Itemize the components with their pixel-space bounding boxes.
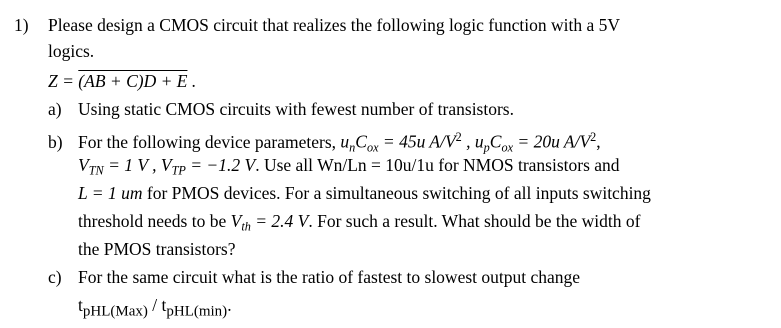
part-b-line-1: b) For the following device parameters, $u_nC_{ox} = 45u$ $A/V^2$ , $u_pC_{ox} = 20u$ $A/V^2$, [48, 130, 601, 155]
logic-formula [48, 70, 196, 92]
formula-tail: . [187, 71, 197, 91]
part-a-label: a) [48, 99, 62, 119]
part-a [48, 98, 514, 120]
part-c-text: For the same circuit what is the ratio of fastest to slowest output change [78, 267, 581, 287]
part-c-line-1 [48, 266, 580, 288]
part-b-line-3: L = 1 um for PMOS devices. For a simultaneous switching of all inputs switching [78, 183, 651, 203]
formula-overlined: (AB + C)D + E [78, 71, 188, 91]
question-text-1: Please design a CMOS circuit that realizes the following logic function with a 5V [48, 15, 621, 35]
part-b-line-4: threshold needs to be $V_{th} = 2.4$ V. For such a result. What should be the width of [78, 211, 641, 234]
part-a-text: Using static CMOS circuits with fewest number of transistors. [78, 99, 514, 119]
part-b-line-5: the PMOS transistors? [78, 239, 236, 259]
part-c-line-2: tpHL(Max) / tpHL(min). [78, 295, 232, 320]
part-b-line-2: $V_{TN} = 1$ V , $V_{TP} = -1.2$ V. Use all Wn/Ln = 10u/1u for NMOS transistors and [78, 155, 620, 178]
formula-lhs: Z = [48, 71, 79, 91]
part-b-label: b) [48, 131, 63, 152]
question-number: 1) [14, 15, 29, 35]
part-c-label: c) [48, 267, 62, 287]
question-line-2: logics. [48, 41, 95, 61]
question-line-1 [14, 14, 620, 36]
